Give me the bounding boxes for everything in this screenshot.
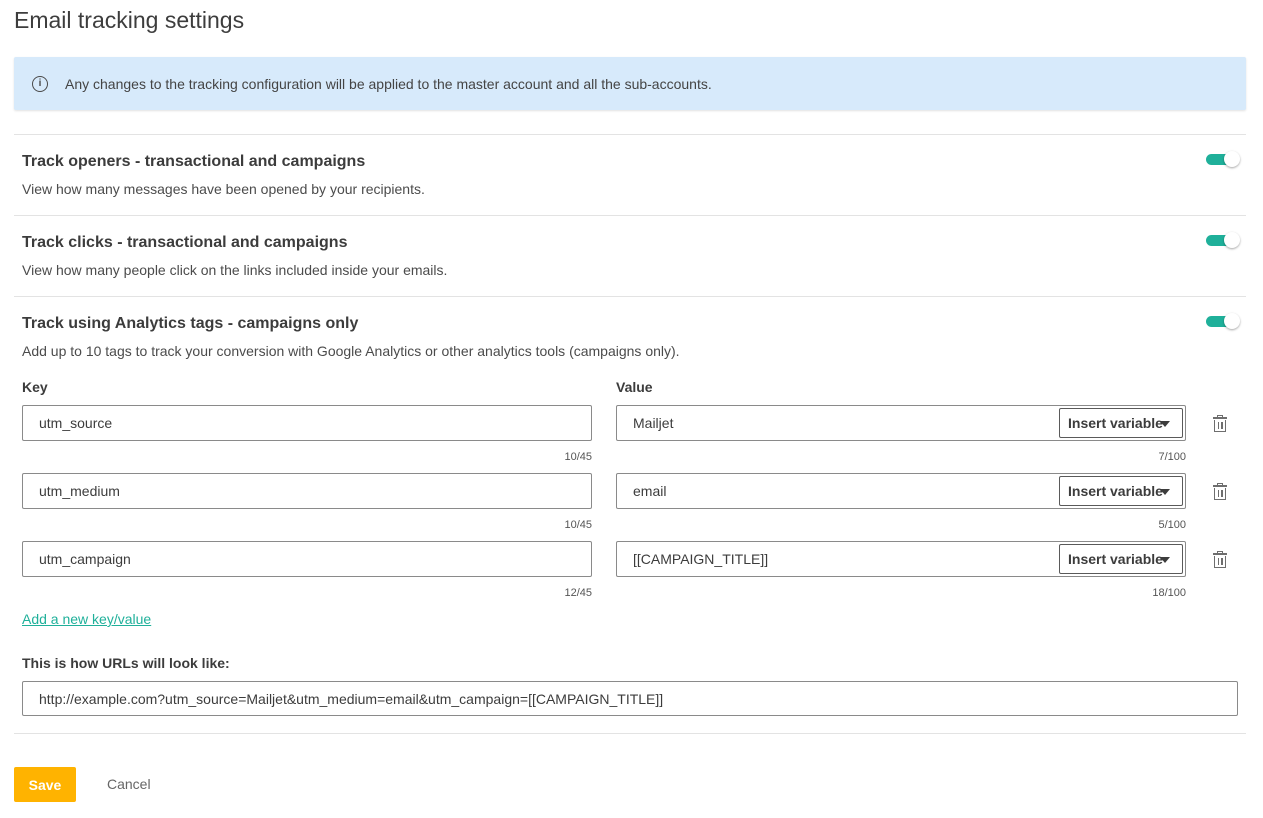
value-column-label: Value	[616, 379, 653, 395]
section-title-analytics: Track using Analytics tags - campaigns only	[22, 315, 359, 332]
value-char-counter: 7/100	[1158, 451, 1186, 463]
value-char-counter: 18/100	[1152, 587, 1186, 599]
add-key-value-link[interactable]: Add a new key/value	[22, 611, 152, 627]
toggle-knob	[1224, 232, 1240, 248]
tag-value-input[interactable]	[616, 541, 1186, 577]
trash-icon[interactable]	[1213, 416, 1227, 432]
tag-value-text: [[CAMPAIGN_TITLE]]	[633, 551, 769, 567]
divider	[14, 134, 1246, 135]
section-title-clicks: Track clicks - transactional and campaigns	[22, 234, 348, 251]
tag-key-input[interactable]: utm_medium	[22, 473, 592, 509]
toggle-track-openers[interactable]	[1206, 152, 1238, 166]
toggle-knob	[1224, 151, 1240, 167]
info-banner-text: Any changes to the tracking configuration will be applied to the master account and all the sub-accounts.	[65, 75, 712, 92]
toggle-track-analytics[interactable]	[1206, 314, 1238, 328]
info-banner	[14, 57, 1246, 110]
insert-variable-dropdown[interactable]	[1059, 476, 1183, 506]
caret-down-icon	[1160, 557, 1170, 563]
section-desc-analytics: Add up to 10 tags to track your conversion with Google Analytics or other analytics tools (campaigns only).	[22, 343, 680, 359]
info-icon: i	[32, 76, 48, 92]
tag-key-input[interactable]: utm_source	[22, 405, 592, 441]
caret-down-icon	[1160, 421, 1170, 427]
section-desc-openers: View how many messages have been opened by your recipients.	[22, 181, 425, 197]
divider	[14, 296, 1246, 297]
url-preview-field[interactable]: http://example.com?utm_source=Mailjet&utm_medium=email&utm_campaign=[[CAMPAIGN_TITLE]]	[22, 681, 1238, 716]
key-char-counter: 12/45	[564, 587, 592, 599]
tag-value-input[interactable]	[616, 473, 1186, 509]
key-column-label: Key	[22, 379, 48, 395]
value-char-counter: 5/100	[1158, 519, 1186, 531]
insert-variable-label: Insert variable	[1068, 415, 1163, 431]
toggle-track-clicks[interactable]	[1206, 233, 1238, 247]
insert-variable-label: Insert variable	[1068, 483, 1163, 499]
save-button[interactable]: Save	[14, 767, 76, 802]
insert-variable-dropdown[interactable]	[1059, 408, 1183, 438]
tag-value-input[interactable]	[616, 405, 1186, 441]
key-char-counter: 10/45	[564, 451, 592, 463]
trash-icon[interactable]	[1213, 552, 1227, 568]
caret-down-icon	[1160, 489, 1170, 495]
section-title-openers: Track openers - transactional and campaigns	[22, 153, 366, 170]
url-preview-label: This is how URLs will look like:	[22, 655, 230, 671]
divider	[14, 215, 1246, 216]
cancel-button[interactable]: Cancel	[107, 776, 151, 792]
page-title: Email tracking settings	[14, 7, 245, 33]
toggle-knob	[1224, 313, 1240, 329]
section-desc-clicks: View how many people click on the links included inside your emails.	[22, 262, 448, 278]
trash-icon[interactable]	[1213, 484, 1227, 500]
tag-value-text: email	[633, 483, 667, 499]
insert-variable-label: Insert variable	[1068, 551, 1163, 567]
insert-variable-dropdown[interactable]	[1059, 544, 1183, 574]
key-char-counter: 10/45	[564, 519, 592, 531]
divider	[14, 733, 1246, 734]
tag-key-input[interactable]: utm_campaign	[22, 541, 592, 577]
tag-value-text: Mailjet	[633, 415, 674, 431]
